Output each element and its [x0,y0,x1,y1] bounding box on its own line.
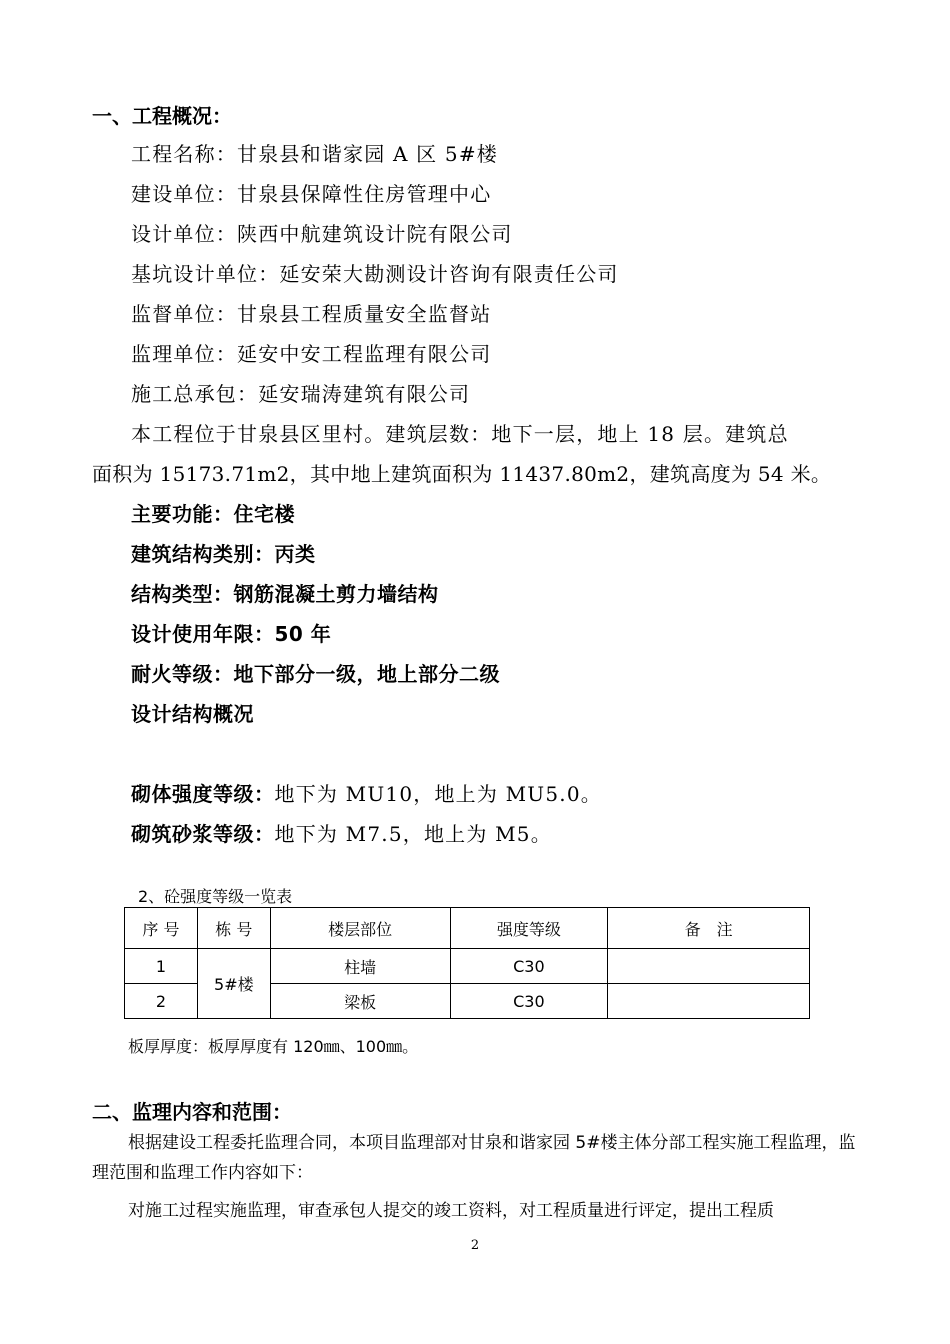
main-function: 主要功能：住宅楼 [131,502,295,526]
structure-overview: 设计结构概况 [131,702,254,726]
contractor: 施工总承包：延安瑞涛建筑有限公司 [131,382,471,406]
table-row [125,949,810,984]
structure-type: 结构类型：钢筋混凝土剪力墙结构 [131,582,439,606]
concrete-grade-table [124,907,810,1019]
row-part: 柱墙 [270,949,450,984]
table-caption: 2、砼强度等级一览表 [138,887,293,906]
pit-designer: 基坑设计单位：延安荣大勘测设计咨询有限责任公司 [131,262,619,286]
row-building: 5#楼 [197,949,270,1019]
design-life: 设计使用年限：50 年 [131,622,332,646]
masonry-value: 地下为 MU10，地上为 MU5.0。 [274,782,602,806]
supervisor-station: 监督单位：甘泉县工程质量安全监督站 [131,302,492,326]
fire-rating: 耐火等级：地下部分一级，地上部分二级 [131,662,500,686]
header-strength-grade: 强度等级 [450,908,608,949]
masonry-grade [131,778,602,807]
slab-thickness-note: 板厚厚度：板厚厚度有 120㎜、100㎜。 [128,1037,419,1056]
project-name: 工程名称：甘泉县和谐家园 A 区 5#楼 [131,142,498,166]
header-no: 序 号 [125,908,198,949]
designer: 设计单位：陕西中航建筑设计院有限公司 [131,222,513,246]
row-grade: C30 [450,984,608,1019]
table-header-row [125,908,810,949]
header-building: 栋 号 [197,908,270,949]
mortar-label: 砌筑砂浆等级： [131,822,275,846]
building-class: 建筑结构类别：丙类 [131,542,316,566]
section1-heading: 一、工程概况： [92,104,232,128]
row-remark [608,984,810,1019]
row-no: 2 [125,984,198,1019]
section2-heading: 二、监理内容和范围： [92,1100,292,1124]
mortar-grade [131,818,552,847]
header-floor-part: 楼层部位 [270,908,450,949]
row-part: 梁板 [270,984,450,1019]
row-remark [608,949,810,984]
section2-paragraph-2: 对施工过程实施监理，审查承包人提交的竣工资料，对工程质量进行评定，提出工程质 [128,1201,774,1221]
page-number: 2 [470,1238,480,1253]
row-grade: C30 [450,949,608,984]
location-line-1: 本工程位于甘泉县区里村。建筑层数：地下一层，地上 18 层。建筑总 [131,422,789,446]
row-no: 1 [125,949,198,984]
masonry-label: 砌体强度等级： [131,782,275,806]
header-remark: 备 注 [608,908,810,949]
builder: 建设单位：甘泉县保障性住房管理中心 [131,182,492,206]
mortar-value: 地下为 M7.5，地上为 M5。 [274,822,552,846]
location-line-2: 面积为 15173.71m2，其中地上建筑面积为 11437.80m2，建筑高度为 54 米。 [92,462,832,486]
section2-paragraph-1: 根据建设工程委托监理合同，本项目监理部对甘泉和谐家园 5#楼主体分部工程实施工程监理，监理范围和监理工作内容如下： [92,1133,856,1183]
supervision-unit: 监理单位：延安中安工程监理有限公司 [131,342,492,366]
